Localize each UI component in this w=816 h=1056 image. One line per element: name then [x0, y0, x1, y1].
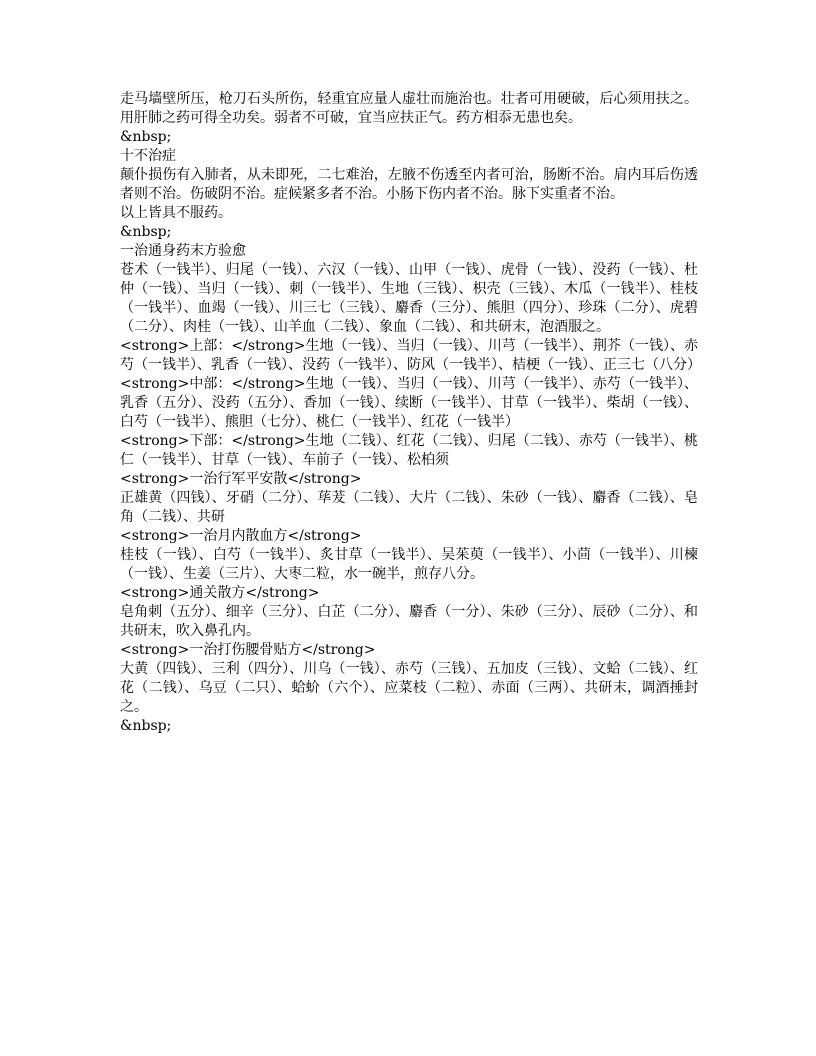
paragraph: <strong>上部：</strong>生地（一钱）、当归（一钱）、川芎（一钱半）、荆芥（一钱）、赤芍（一钱半）、乳香（一钱）、没药（一钱半）、防风（一钱半）、桔梗（一钱）、正三七（八分） — [120, 338, 701, 373]
paragraph: 走马墙壁所压，枪刀石头所伤，轻重宜应量人虚壮而施治也。壮者可用硬破，后心须用扶之。用肝肺之药可得全功矣。弱者不可破，宜当应扶正气。药方相忝无患也矣。 — [120, 91, 698, 126]
paragraph: &nbsp; — [120, 224, 172, 240]
paragraph: &nbsp; — [120, 718, 172, 734]
paragraph: 皂角刺（五分）、细辛（三分）、白芷（二分）、麝香（一分）、朱砂（三分）、辰砂（二分）、和共研末，吹入鼻孔内。 — [120, 604, 698, 639]
paragraph: <strong>通关散方</strong> — [120, 585, 320, 601]
paragraph: <strong>一治打伤腰骨贴方</strong> — [120, 642, 376, 658]
paragraph: 桂枝（一钱）、白芍（一钱半）、炙甘草（一钱半）、吴茱萸（一钱半）、小茴（一钱半）、川楝（一钱）、生姜（三片）、大枣二粒，水一碗半，煎存八分。 — [120, 547, 698, 582]
paragraph: 以上皆具不服药。 — [120, 205, 232, 221]
paragraph: 大黄（四钱）、三利（四分）、川乌（一钱）、赤芍（三钱）、五加皮（三钱）、文蛤（二钱）、红花（二钱）、乌豆（二只）、蛤蚧（六个）、应菜枝（二粒）、赤面（三两）、共研末，调酒捶封之。 — [120, 661, 698, 715]
paragraph: &nbsp; — [120, 129, 172, 145]
paragraph: 正雄黄（四钱）、牙硝（二分）、荜茇（二钱）、大片（二钱）、朱砂（一钱）、麝香（二钱）、皂角（二钱）、共研 — [120, 490, 698, 525]
paragraph: <strong>下部：</strong>生地（二钱）、红花（二钱）、归尾（二钱）、赤芍（一钱半）、桃仁（一钱半）、甘草（一钱）、车前子（一钱）、松柏须 — [120, 433, 698, 468]
paragraph: 一治通身药末方验愈 — [120, 243, 246, 259]
paragraph: <strong>一治行军平安散</strong> — [120, 471, 362, 487]
paragraph: <strong>中部：</strong>生地（一钱）、当归（一钱）、川芎（一钱半）、赤芍（一钱半）、乳香（五分）、没药（五分）、香加（一钱）、续断（一钱半）、甘草（一钱半）、柴胡（一钱）、白芍（一钱半）、熊胆（七分）、桃仁（一钱半）、红花（一钱半） — [120, 376, 698, 430]
document-body — [120, 90, 701, 736]
paragraph: 苍术（一钱半）、归尾（一钱）、六汉（一钱）、山甲（一钱）、虎骨（一钱）、没药（一钱）、杜仲（一钱）、当归（一钱）、刺（一钱半）、生地（三钱）、枳壳（三钱）、木瓜（一钱半）、桂枝（一钱半）、血竭（一钱）、川三七（三钱）、麝香（三分）、熊胆（四分）、珍珠（二分）、虎碧（二分）、肉桂（一钱）、山羊血（二钱）、象血（二钱）、和共研末，泡酒服之。 — [120, 262, 698, 335]
paragraph: 颠仆损伤有入肺者，从未即死，二七难治，左腋不伤透至内者可治，肠断不治。肩内耳后伤透者则不治。伤破阴不治。症候紧多者不治。小肠下伤内者不治。脉下实重者不治。 — [120, 167, 698, 202]
paragraph: 十不治症 — [120, 148, 176, 164]
paragraph: <strong>一治月内散血方</strong> — [120, 528, 362, 544]
